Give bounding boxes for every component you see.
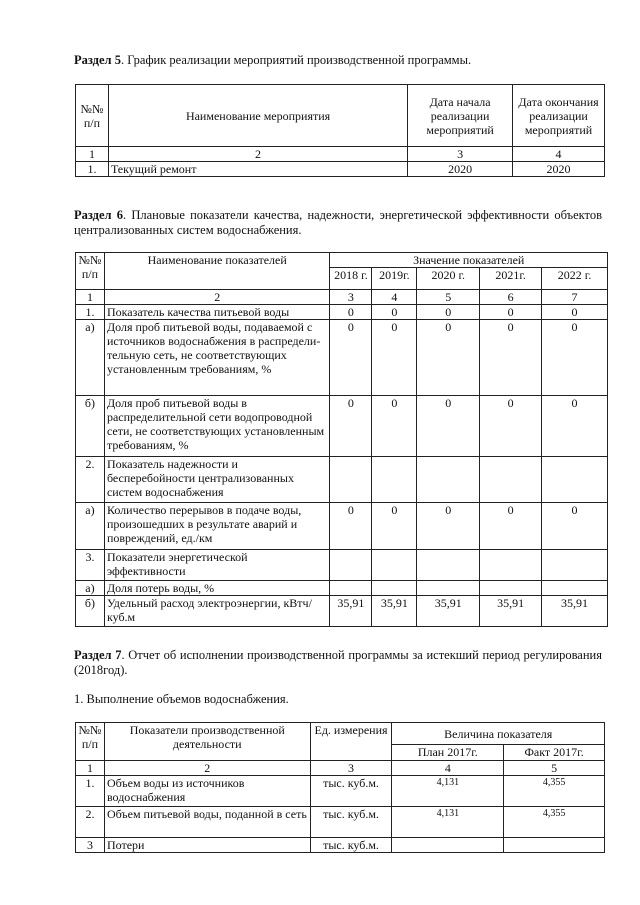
s7-header-value: Величина показателя [392, 723, 605, 745]
row-name: Доля потерь воды, % [104, 581, 330, 596]
s5-colnum: 4 [513, 147, 605, 162]
s5-colnum: 3 [408, 147, 513, 162]
table-row [76, 581, 608, 596]
row-value: 0 [417, 320, 480, 396]
row-value: 35,91 [330, 596, 372, 627]
row-value: 0 [542, 503, 608, 550]
row-value: 0 [480, 305, 542, 320]
row-num: б) [76, 596, 105, 627]
table-row [76, 807, 605, 838]
row-num: 1. [76, 305, 105, 320]
table-row [76, 457, 608, 503]
row-value: 0 [542, 320, 608, 396]
section7-subheading: 1. Выполнение объемов водоснабжения. [74, 692, 289, 706]
s6-year: 2020 г. [417, 268, 480, 290]
row-value [480, 550, 542, 581]
row-num: а) [76, 503, 105, 550]
table-row [76, 503, 608, 550]
row-value: 0 [330, 320, 372, 396]
row-value [542, 550, 608, 581]
section7-heading-label: Раздел 7 [74, 648, 122, 662]
section5-table [75, 84, 605, 177]
row-fact: 4,355 [504, 776, 605, 807]
s7-header-fact: Факт 2017г. [504, 745, 605, 761]
row-value: 0 [542, 396, 608, 457]
s6-colnum: 1 [76, 290, 105, 305]
row-value [480, 457, 542, 503]
row-value: 0 [330, 305, 372, 320]
row-value [372, 457, 417, 503]
row-value [542, 457, 608, 503]
row-value [330, 457, 372, 503]
row-num: а) [76, 581, 105, 596]
row-name: Удельный расход электроэнергии, кВтч/куб.м [104, 596, 330, 627]
s6-colnum: 2 [104, 290, 330, 305]
row-name: Объем питьевой воды, поданной в сеть [104, 807, 310, 838]
row-fact: 4,355 [504, 807, 605, 838]
s5-colnum: 2 [108, 147, 407, 162]
row-value: 0 [480, 503, 542, 550]
row-value: 35,91 [542, 596, 608, 627]
s5-colnum: 1 [76, 147, 109, 162]
row-plan [392, 838, 504, 853]
row-value: 35,91 [417, 596, 480, 627]
row-num: б) [76, 396, 105, 457]
row-unit: тыс. куб.м. [310, 776, 392, 807]
section6-table [75, 252, 608, 627]
section7-table [75, 722, 605, 853]
row-value: 0 [372, 320, 417, 396]
s6-year: 2019г. [372, 268, 417, 290]
row-num: 1. [76, 776, 105, 807]
table-row [76, 320, 608, 396]
row-value [330, 581, 372, 596]
row-name: Объем воды из источников водоснабжения [104, 776, 310, 807]
row-name: Текущий ремонт [108, 162, 407, 177]
row-value: 0 [480, 320, 542, 396]
row-value: 0 [372, 305, 417, 320]
row-num: 3. [76, 550, 105, 581]
s5-header-num: №№ п/п [76, 85, 109, 147]
row-name: Показатель надежности и бесперебойности централизованных систем водоснабжения [104, 457, 330, 503]
s7-header-plan: План 2017г. [392, 745, 504, 761]
s7-colnum: 2 [104, 761, 310, 776]
s6-year: 2021г. [480, 268, 542, 290]
row-plan: 4,131 [392, 807, 504, 838]
table-row [76, 305, 608, 320]
row-name: Доля проб питьевой воды, подаваемой с источников водоснабжения в распредели-тельную сеть, не соответствующих установленным требованиям, % [104, 320, 330, 396]
table-row [76, 550, 608, 581]
s7-header-unit: Ед. измерения [310, 723, 392, 761]
row-value [372, 550, 417, 581]
s6-colnum: 5 [417, 290, 480, 305]
row-num: 3 [76, 838, 105, 853]
row-value: 0 [372, 503, 417, 550]
row-name: Потери [104, 838, 310, 853]
s5-header-start: Дата начала реализации мероприятий [408, 85, 513, 147]
row-value: 0 [330, 396, 372, 457]
table-row [76, 838, 605, 853]
row-unit: тыс. куб.м. [310, 838, 392, 853]
row-plan: 4,131 [392, 776, 504, 807]
row-name: Показатель качества питьевой воды [104, 305, 330, 320]
row-num: а) [76, 320, 105, 396]
table-row [76, 596, 608, 627]
table-row [76, 396, 608, 457]
row-value: 0 [417, 396, 480, 457]
s7-header-name: Показатели производственной деятельности [104, 723, 310, 761]
row-value [417, 457, 480, 503]
s6-header-values: Значение показателей [330, 253, 608, 268]
s6-year: 2018 г. [330, 268, 372, 290]
section5-heading-text: . График реализации мероприятий производственной программы. [120, 53, 472, 67]
row-end: 2020 [513, 162, 605, 177]
s6-colnum: 7 [542, 290, 608, 305]
s5-header-end: Дата окончания реализации мероприятий [513, 85, 605, 147]
row-unit: тыс. куб.м. [310, 807, 392, 838]
row-num: 2. [76, 457, 105, 503]
row-value [417, 550, 480, 581]
section6-heading-label: Раздел 6 [74, 208, 124, 222]
row-start: 2020 [408, 162, 513, 177]
row-value [372, 581, 417, 596]
row-value: 35,91 [372, 596, 417, 627]
row-value [542, 581, 608, 596]
section5-heading-label: Раздел 5 [74, 53, 121, 67]
s5-header-name: Наименование мероприятия [108, 85, 407, 147]
s6-header-name: Наименование показателей [104, 253, 330, 290]
s7-header-num: №№ п/п [76, 723, 105, 761]
s7-colnum: 4 [392, 761, 504, 776]
row-value [417, 581, 480, 596]
row-fact [504, 838, 605, 853]
section6-heading [74, 208, 602, 238]
section5-heading [74, 53, 594, 68]
table-row [76, 776, 605, 807]
row-value: 0 [417, 305, 480, 320]
row-value: 0 [417, 503, 480, 550]
row-value: 0 [542, 305, 608, 320]
row-name: Доля проб питьевой воды в распределительной сети водопроводной сети, не соответствующих установленным требованиям, % [104, 396, 330, 457]
row-name: Количество перерывов в подаче воды, произошедших в результате аварий и повреждений, ед./км [104, 503, 330, 550]
row-value: 0 [372, 396, 417, 457]
row-value [480, 581, 542, 596]
table-row [76, 162, 605, 177]
s6-colnum: 3 [330, 290, 372, 305]
s7-colnum: 3 [310, 761, 392, 776]
s6-year: 2022 г. [542, 268, 608, 290]
row-value: 0 [330, 503, 372, 550]
row-num: 2. [76, 807, 105, 838]
s6-header-num: №№ п/п [76, 253, 105, 290]
row-value [330, 550, 372, 581]
row-num: 1. [76, 162, 109, 177]
s7-colnum: 1 [76, 761, 105, 776]
section7-heading [74, 648, 602, 678]
row-value: 0 [480, 396, 542, 457]
row-value: 35,91 [480, 596, 542, 627]
section6-heading-text: . Плановые показатели качества, надежности, энергетической эффективности объектов централизованных систем водоснабжения. [74, 208, 602, 237]
s6-colnum: 4 [372, 290, 417, 305]
row-name: Показатели энергетической эффективности [104, 550, 330, 581]
section7-heading-text: . Отчет об исполнении производственной программы за истекший период регулирования (2018год). [74, 648, 602, 677]
s6-colnum: 6 [480, 290, 542, 305]
s7-colnum: 5 [504, 761, 605, 776]
